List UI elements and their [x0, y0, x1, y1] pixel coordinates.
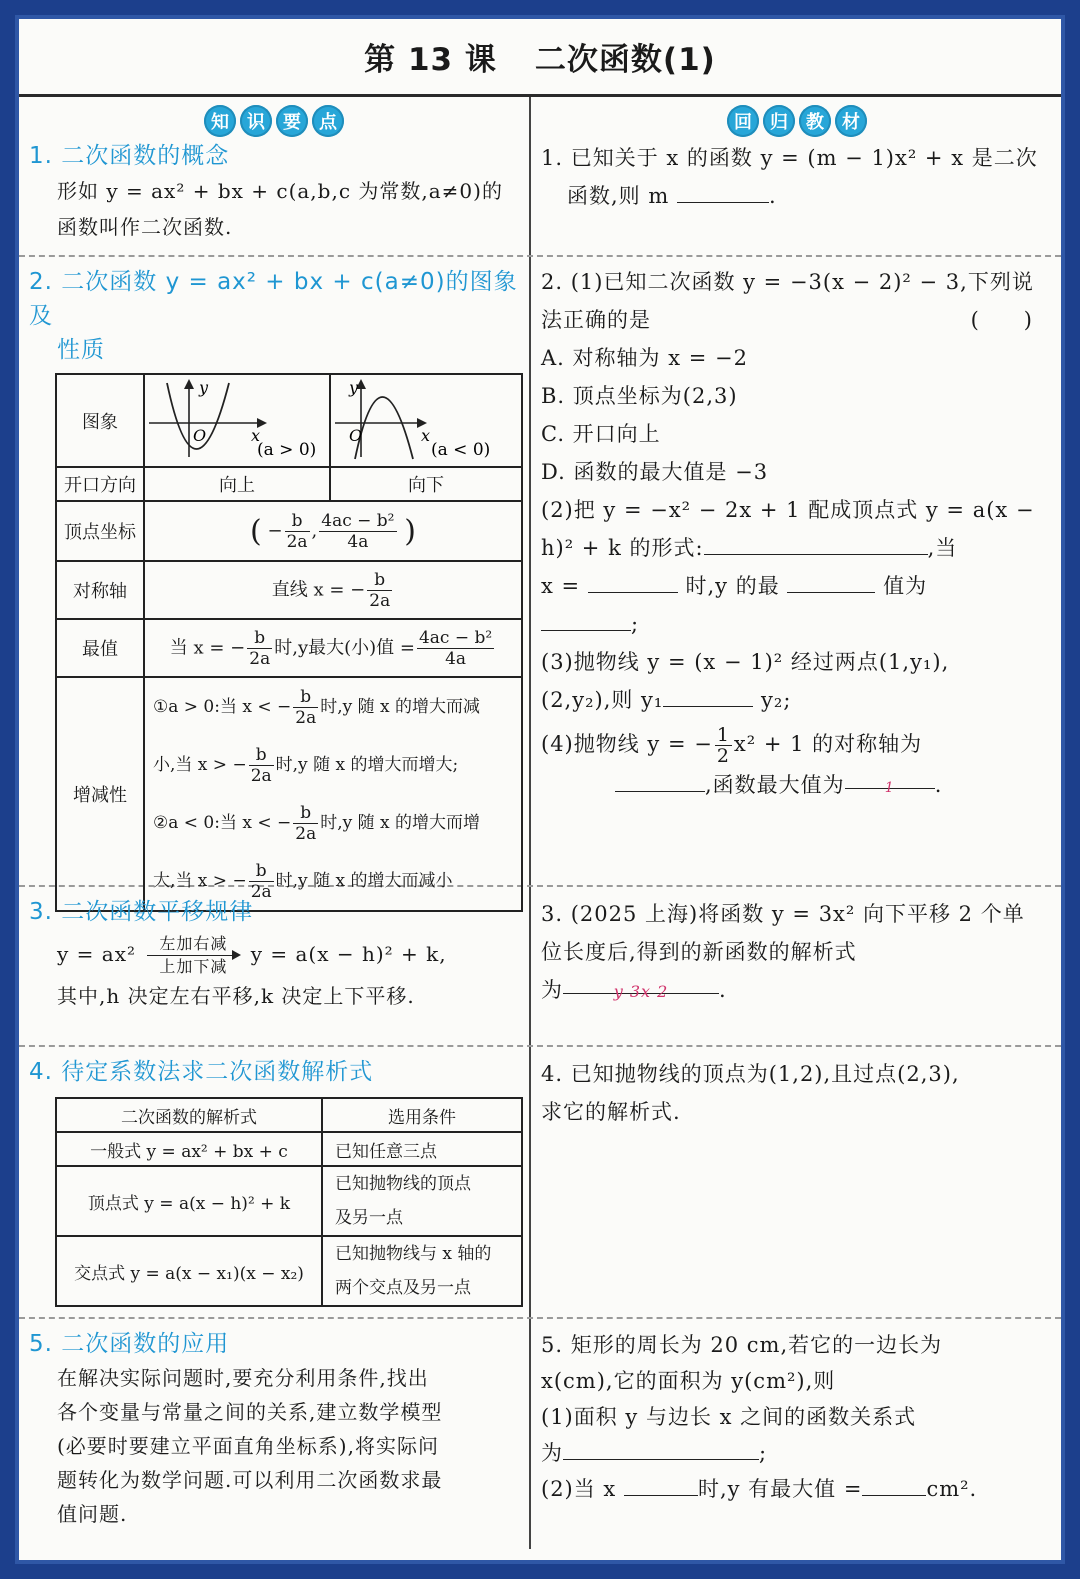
- table-header: 二次函数的解析式: [56, 1098, 322, 1132]
- answer-blank[interactable]: [787, 570, 875, 593]
- section-heading: 3. 二次函数平移规律: [29, 899, 254, 925]
- question-text-line: [541, 725, 1053, 766]
- answer-blank[interactable]: [862, 1473, 926, 1496]
- section-heading-cont: 性质: [57, 337, 105, 363]
- section-heading: 1. 二次函数的概念: [29, 143, 230, 169]
- question-text: (4)抛物线 y = −: [541, 732, 713, 756]
- monotonicity-text: [144, 677, 522, 911]
- question-text: 为: [541, 1441, 563, 1465]
- axis-x-label: x: [421, 426, 431, 445]
- table-header: 选用条件: [322, 1098, 522, 1132]
- answer-blank[interactable]: [663, 684, 753, 707]
- mono-text: 时,y 随 x 的增大而减: [320, 697, 481, 717]
- question-1: [531, 97, 1061, 255]
- lesson-topic: 二次函数(1): [534, 42, 716, 78]
- formula-text: y = a(x − h)² + k,: [250, 942, 447, 966]
- application-line: 各个变量与常量之间的关系,建立数学模型: [57, 1400, 443, 1424]
- row-undetermined-coefficients: [19, 1047, 1061, 1319]
- question-text-line: [541, 971, 1053, 1009]
- question-text: ,函数最大值为: [705, 773, 845, 797]
- application-line: 值问题.: [57, 1502, 128, 1526]
- mono-text: 时,y 随 x 的增大而减小: [275, 871, 453, 891]
- graph-down-cell: [330, 374, 522, 467]
- mono-text: ②a < 0:当 x < −: [153, 813, 292, 833]
- translation-arrow: [147, 933, 239, 978]
- cell-line: 已知抛物线的顶点: [335, 1174, 471, 1194]
- badge-char: 识: [240, 105, 272, 137]
- question-text-line: [541, 1471, 1053, 1507]
- answer-blank[interactable]: [563, 1437, 759, 1460]
- question-text-line: [541, 567, 1053, 605]
- frac-den: 2a: [286, 531, 308, 552]
- section-heading: 4. 待定系数法求二次函数解析式: [29, 1059, 374, 1085]
- section-translation: [19, 887, 531, 1045]
- lesson-number: 第 13 课: [364, 42, 497, 78]
- concept-line: 函数叫作二次函数.: [57, 215, 233, 239]
- answer-blank[interactable]: [541, 608, 631, 631]
- content-grid: [19, 97, 1061, 1549]
- frac-den: 2a: [295, 708, 317, 728]
- graph-up-cell: [144, 374, 330, 467]
- row-translation: [19, 887, 1061, 1047]
- parabola-down-graph: [331, 375, 521, 461]
- answer-blank[interactable]: [677, 180, 769, 203]
- frac-num: 1: [716, 724, 730, 746]
- answer-blank[interactable]: [845, 766, 935, 796]
- table-cell: 顶点式 y = a(x − h)² + k: [56, 1166, 322, 1236]
- row-application: [19, 1319, 1061, 1549]
- axis-y-label: y: [349, 378, 359, 397]
- section-application: [19, 1319, 531, 1549]
- mono-text: ①a > 0:当 x < −: [153, 697, 292, 717]
- frac-den: 2: [716, 745, 730, 767]
- option-d[interactable]: D. 函数的最大值是 −3: [541, 460, 769, 484]
- section-concept: [19, 97, 531, 255]
- badge-char: 点: [312, 105, 344, 137]
- row-label: 顶点坐标: [56, 501, 144, 561]
- frac-num: b: [249, 745, 274, 766]
- question-text: 2. (1)已知二次函数 y = −3(x − 2)² − 3,下列说: [541, 270, 1034, 294]
- analytic-forms-table: [55, 1097, 523, 1307]
- question-4: [531, 1047, 1061, 1317]
- question-text: 求它的解析式.: [541, 1100, 681, 1124]
- mono-text: 小,当 x > −: [153, 755, 247, 775]
- answer-paren[interactable]: ( ): [970, 308, 1033, 332]
- cell-line: 两个交点及另一点: [335, 1278, 471, 1298]
- frac-num: 4ac − b²: [321, 510, 395, 531]
- frac-den: 2a: [250, 882, 272, 902]
- question-text: (1)面积 y 与边长 x 之间的函数关系式: [541, 1405, 917, 1429]
- handwritten-mark: 1: [884, 780, 895, 796]
- worksheet-page: [15, 15, 1065, 1564]
- question-text-line: [541, 1435, 1053, 1471]
- formula-text: 时,y最大(小)值 =: [274, 637, 415, 658]
- arrow-bottom-label: 上加下减: [159, 957, 228, 976]
- question-text-line: [541, 177, 1053, 215]
- answer-blank[interactable]: [588, 570, 678, 593]
- mono-text: 时,y 随 x 的增大而增: [320, 813, 481, 833]
- question-text: 时,y 有最大值 =: [697, 1477, 863, 1501]
- question-text: (2)把 y = −x² − 2x + 1 配成顶点式 y = a(x −: [541, 498, 1035, 522]
- section-heading: 5. 二次函数的应用: [29, 1331, 230, 1357]
- origin-label: O: [193, 426, 207, 445]
- frac-den: 4a: [445, 648, 467, 669]
- question-text: 法正确的是: [541, 308, 651, 332]
- application-line: (必要时要建立平面直角坐标系),将实际问: [57, 1434, 439, 1458]
- frac-num: 4ac − b²: [418, 627, 493, 648]
- badge-char: 知: [204, 105, 236, 137]
- translation-note: 其中,h 决定左右平移,k 决定上下平移.: [57, 984, 415, 1008]
- answer-blank[interactable]: [704, 532, 928, 555]
- question-text: x² + 1 的对称轴为: [733, 732, 923, 756]
- question-text: 3. (2025 上海)将函数 y = 3x² 向下平移 2 个单: [541, 902, 1025, 926]
- formula-text: y = ax²: [57, 942, 136, 966]
- question-text: y₂;: [761, 688, 792, 712]
- row-label: 对称轴: [56, 561, 144, 619]
- row-graph-properties: [19, 257, 1061, 902]
- formula-text: 当 x = −: [169, 637, 246, 658]
- frac-num: b: [249, 861, 274, 882]
- row-label: 增减性: [56, 677, 144, 911]
- question-text: 5. 矩形的周长为 20 cm,若它的一边长为: [541, 1333, 943, 1357]
- table-cell: 交点式 y = a(x − x₁)(x − x₂): [56, 1236, 322, 1306]
- lesson-title: [19, 19, 1061, 97]
- cell-value: 向下: [330, 467, 522, 501]
- axis-formula: [144, 561, 522, 619]
- translation-rule: [29, 933, 519, 978]
- handwritten-answer: y 3x 2: [613, 982, 669, 1001]
- question-text-line: [541, 529, 1053, 567]
- question-text-line: [541, 301, 1053, 339]
- answer-blank[interactable]: [615, 769, 705, 792]
- question-text: 函数,则 m: [567, 184, 670, 208]
- question-text: 位长度后,得到的新函数的解析式: [541, 940, 857, 964]
- question-text-line: [541, 681, 1053, 719]
- graph-condition: (a > 0): [257, 440, 317, 460]
- cell-value: 向上: [144, 467, 330, 501]
- row-label: 开口方向: [56, 467, 144, 501]
- frac-den: 4a: [347, 531, 369, 552]
- section-graph-properties: [19, 257, 531, 902]
- mono-text: 时,y 随 x 的增大而增大;: [275, 755, 459, 775]
- frac-den: 2a: [250, 766, 272, 786]
- question-text: 值为: [883, 574, 928, 598]
- application-line: 在解决实际问题时,要充分利用条件,找出: [57, 1366, 429, 1390]
- period: .: [934, 773, 943, 797]
- question-text: 时,y 的最: [685, 574, 780, 598]
- option-c[interactable]: C. 开口向上: [541, 422, 661, 446]
- badge-char: 材: [835, 105, 867, 137]
- frac-den: 2a: [295, 824, 317, 844]
- frac-den: 2a: [249, 648, 271, 669]
- question-text: ;: [631, 612, 640, 636]
- axis-x-label: x: [251, 426, 261, 445]
- question-text: (2,y₂),则 y₁: [541, 688, 664, 712]
- application-line: 题转化为数学问题.可以利用二次函数求最: [57, 1468, 443, 1492]
- question-text: h)² + k 的形式:: [541, 536, 704, 560]
- table-cell: 已知任意三点: [322, 1132, 522, 1166]
- badge-char: 要: [276, 105, 308, 137]
- question-2: [531, 257, 1061, 885]
- question-text: (2)当 x: [541, 1477, 617, 1501]
- question-text: x =: [541, 574, 581, 598]
- period: .: [719, 978, 727, 1002]
- table-cell: [322, 1236, 522, 1306]
- section-undetermined-coefficients: [19, 1047, 531, 1317]
- question-text: (3)抛物线 y = (x − 1)² 经过两点(1,y₁),: [541, 650, 950, 674]
- frac-den: 2a: [369, 590, 391, 611]
- option-a[interactable]: A. 对称轴为 x = −2: [541, 346, 748, 370]
- parabola-up-graph: [145, 375, 329, 461]
- question-text: 1. 已知关于 x 的函数 y = (m − 1)x² + x 是二次: [541, 146, 1038, 170]
- question-text-line: [541, 766, 1053, 804]
- frac-num: b: [293, 687, 318, 708]
- frac-num: b: [285, 511, 310, 532]
- axis-y-label: y: [199, 378, 209, 397]
- answer-blank[interactable]: [563, 971, 719, 1001]
- frac-num: b: [293, 803, 318, 824]
- answer-blank[interactable]: [624, 1473, 698, 1496]
- cell-line: 已知抛物线与 x 轴的: [335, 1244, 492, 1264]
- extreme-formula: [144, 619, 522, 677]
- option-b[interactable]: B. 顶点坐标为(2,3): [541, 384, 738, 408]
- section-heading: 2. 二次函数 y = ax² + bx + c(a≠0)的图象及: [29, 269, 518, 329]
- question-text: ;: [759, 1441, 768, 1465]
- mono-text: 大,当 x > −: [153, 871, 247, 891]
- question-5: [531, 1319, 1061, 1549]
- graph-condition: (a < 0): [431, 440, 491, 460]
- frac-num: b: [247, 628, 272, 649]
- vertex-formula: ( − $\frac{b}{2a}$ , $\frac{\text{4ac − b²}}{4a}$ ): [144, 501, 522, 561]
- table-cell: 一般式 y = ax² + bx + c: [56, 1132, 322, 1166]
- question-text: x(cm),它的面积为 y(cm²),则: [541, 1369, 836, 1393]
- badges-review-textbook: [541, 105, 1053, 137]
- cell-line: 及另一点: [335, 1208, 403, 1228]
- row-label: 最值: [56, 619, 144, 677]
- concept-line: 形如 y = ax² + bx + c(a,b,c 为常数,a≠0)的: [57, 179, 503, 203]
- badge-char: 归: [763, 105, 795, 137]
- row-label: 图象: [56, 374, 144, 467]
- frac-num: b: [367, 570, 392, 591]
- question-3: [531, 887, 1061, 1045]
- question-text: cm².: [926, 1477, 978, 1501]
- question-text: 为: [541, 978, 563, 1002]
- row-concept: [19, 97, 1061, 257]
- period: .: [768, 184, 777, 208]
- question-text-line: [541, 605, 1053, 643]
- question-text: ,当: [927, 536, 958, 560]
- properties-table: [55, 373, 523, 912]
- badges-knowledge-points: [29, 105, 519, 137]
- badge-char: 教: [799, 105, 831, 137]
- question-text: 4. 已知抛物线的顶点为(1,2),且过点(2,3),: [541, 1062, 960, 1086]
- arrow-top-label: 左加右减: [159, 934, 228, 953]
- origin-label: O: [349, 426, 363, 445]
- badge-char: 回: [727, 105, 759, 137]
- table-cell: [322, 1166, 522, 1236]
- formula-text: 直线 x = −: [271, 579, 366, 600]
